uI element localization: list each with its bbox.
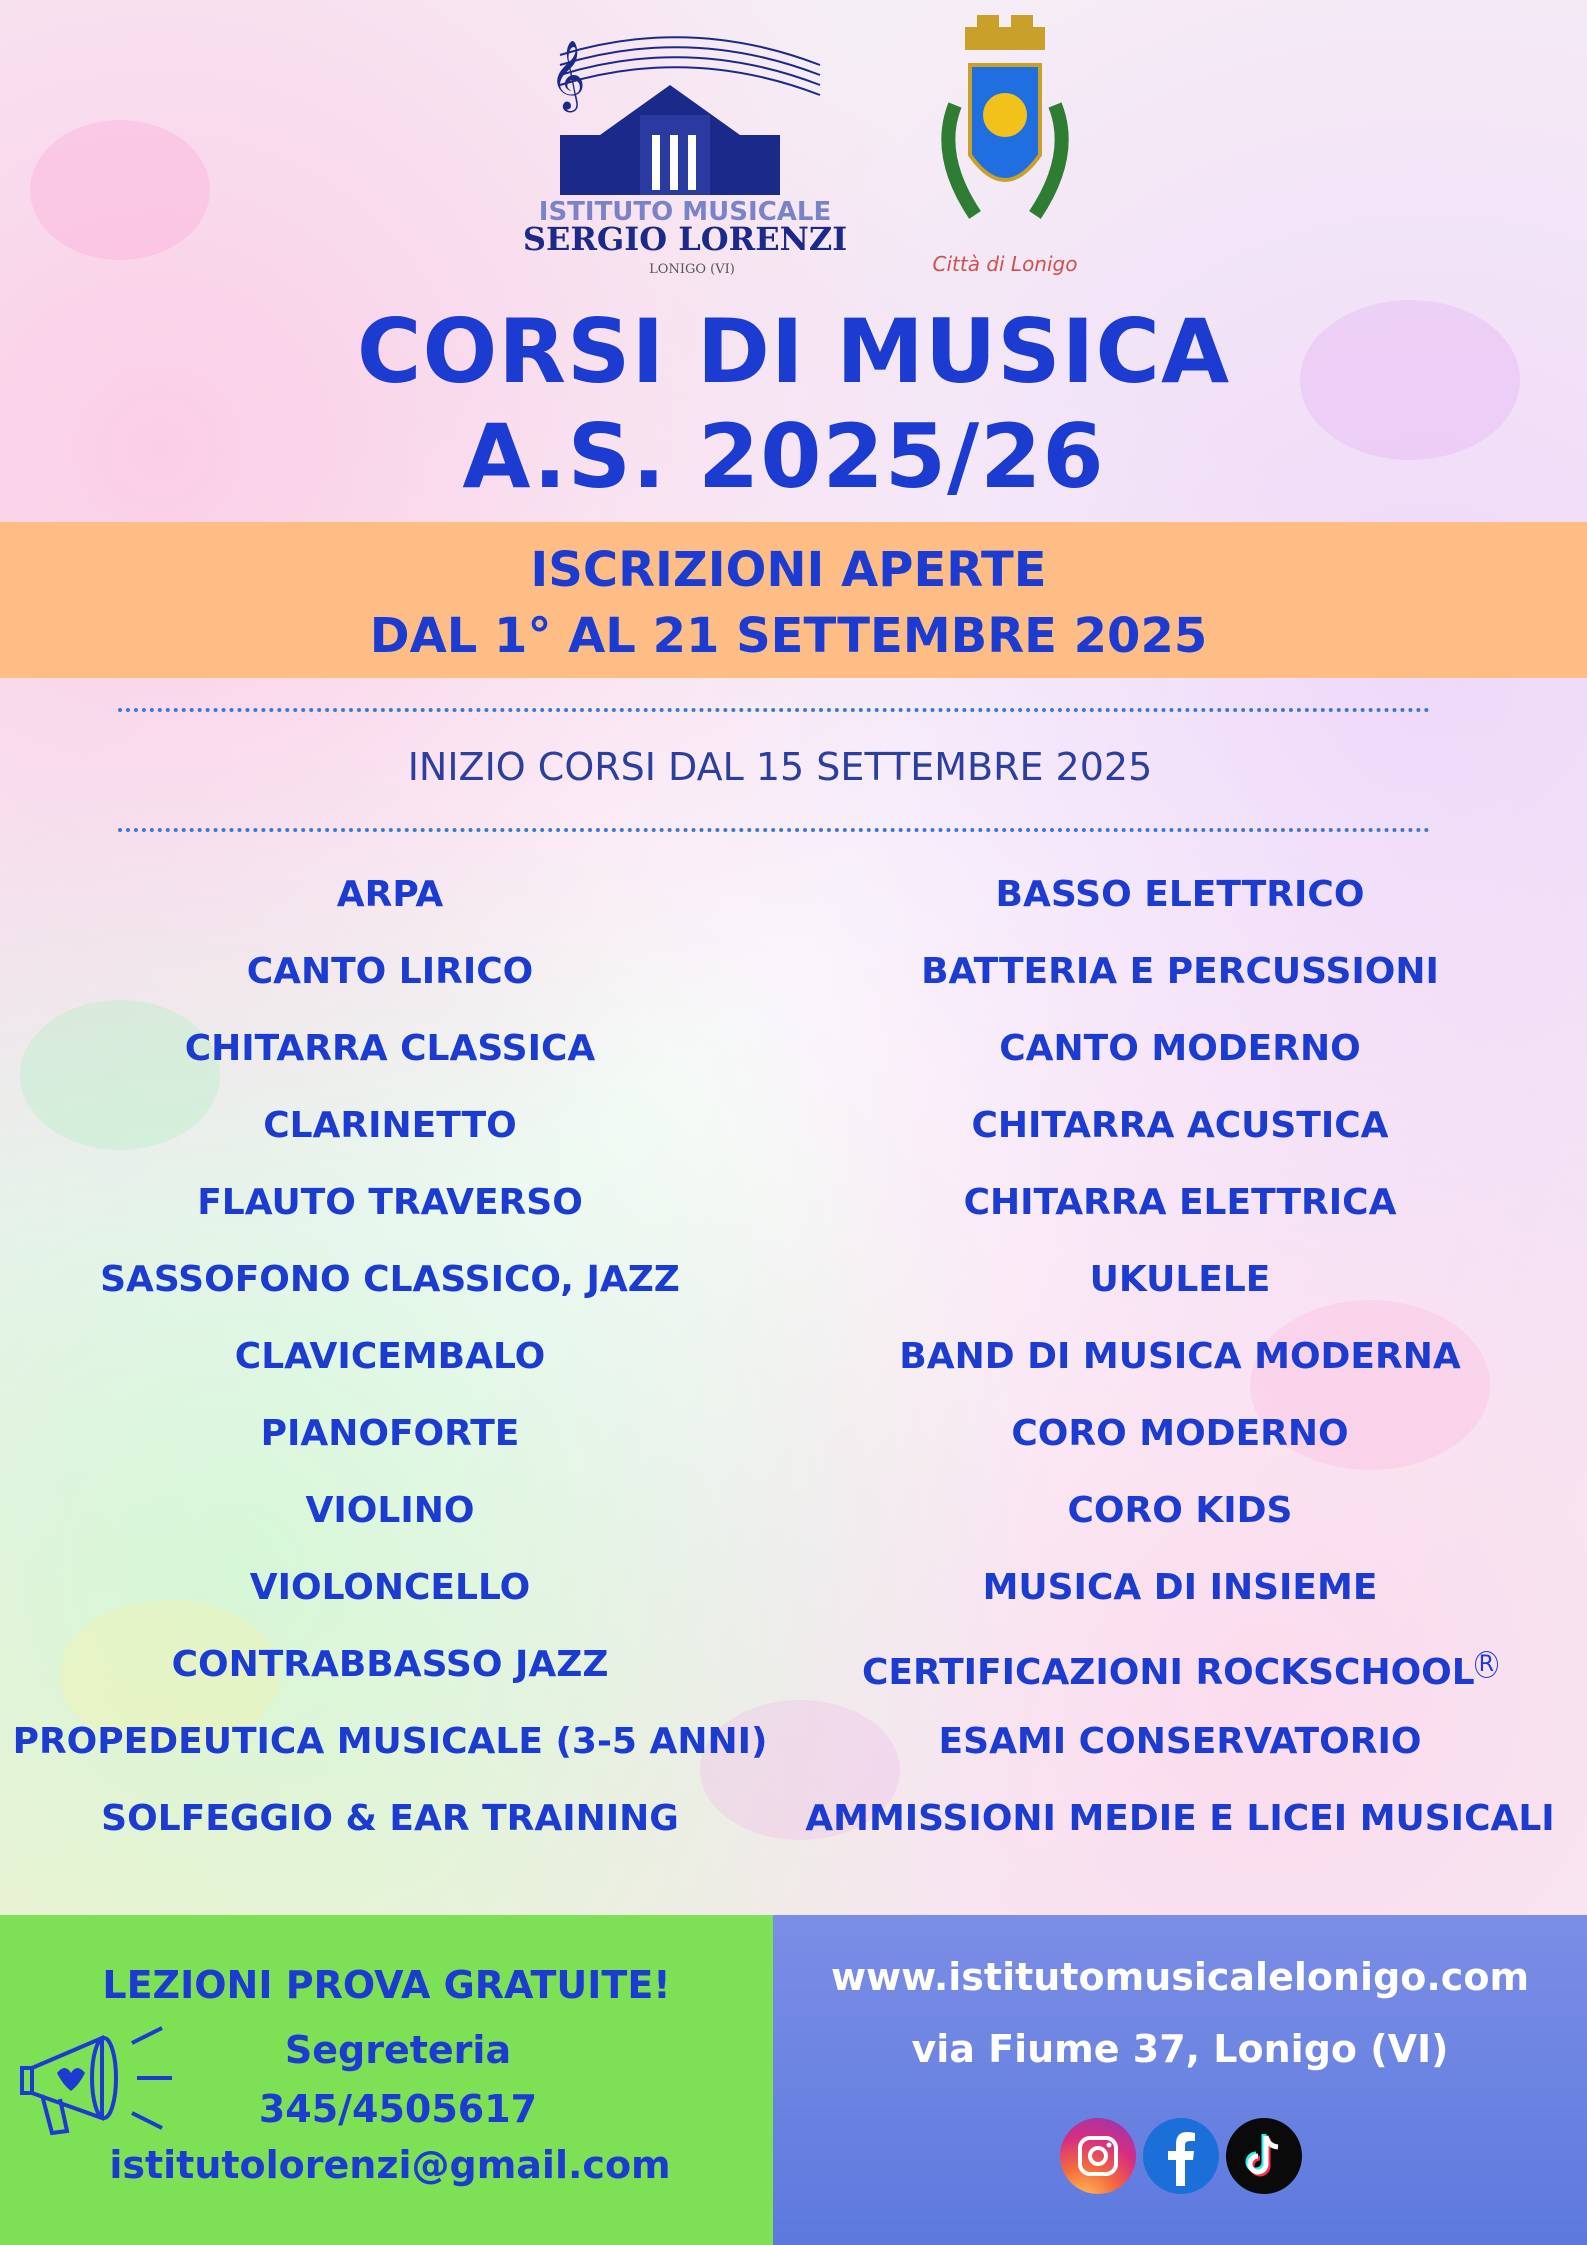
contact-panel [0,1915,773,2245]
divider [118,828,1430,832]
course-item: BASSO ELETTRICO [995,874,1365,915]
secretary-label: Segreteria [284,2028,512,2072]
course-item: CANTO LIRICO [246,951,534,992]
course-item: ARPA [336,874,444,915]
divider [118,708,1430,712]
institute-logo-line1: ISTITUTO MUSICALE [538,197,832,227]
course-item: VIOLONCELLO [249,1567,531,1608]
course-item: CANTO MODERNO [999,1028,1361,1069]
course-item: CHITARRA ELETTRICA [963,1182,1397,1223]
course-item: FLAUTO TRAVERSO [197,1182,583,1223]
courses-start-date: INIZIO CORSI DAL 15 SETTEMBRE 2025 [407,745,1153,789]
phone-number: 345/4505617 [258,2087,538,2131]
page-title-line2: A.S. 2025/26 [462,405,1105,508]
city-logo-caption: Città di Lonigo [932,252,1078,276]
course-item: CORO KIDS [1067,1490,1293,1531]
enrollment-banner-line2: DAL 1° AL 21 SETTEMBRE 2025 [369,608,1208,664]
institute-logo-line2: SERGIO LORENZI [522,220,848,258]
course-item: UKULELE [1089,1259,1271,1300]
course-item: CHITARRA ACUSTICA [971,1105,1389,1146]
course-item: CORO MODERNO [1011,1413,1349,1454]
course-item-label: CERTIFICAZIONI ROCKSCHOOL [861,1652,1475,1693]
course-item: CONTRABBASSO JAZZ [171,1644,609,1685]
course-item: VIOLINO [305,1490,475,1531]
course-item: CLAVICEMBALO [234,1336,546,1377]
registered-trademark-icon: R [1475,1651,1498,1678]
course-item: SOLFEGGIO & EAR TRAINING [101,1798,679,1839]
page-title-line1: CORSI DI MUSICA [356,300,1231,403]
header-logos [0,15,1587,280]
course-item: CHITARRA CLASSICA [184,1028,596,1069]
website-panel [773,1915,1587,2245]
course-item: AMMISSIONI MEDIE E LICEI MUSICALI [805,1798,1555,1839]
enrollment-banner-line1: ISCRIZIONI APERTE [530,542,1047,598]
address-text: via Fiume 37, Lonigo (VI) [911,2027,1449,2071]
course-item: MUSICA DI INSIEME [982,1567,1378,1608]
facebook-icon[interactable] [1143,2118,1219,2194]
svg-text:𝄞: 𝄞 [550,40,586,110]
course-item: SASSOFONO CLASSICO, JAZZ [100,1259,680,1300]
free-lessons-heading: LEZIONI PROVA GRATUITE! [102,1963,671,2007]
course-list-left [0,870,780,1871]
course-item: BATTERIA E PERCUSSIONI [921,951,1439,992]
course-item: CLARINETTO [263,1105,517,1146]
institute-logo-line3: LONIGO (VI) [649,262,735,277]
course-list-right [780,870,1580,1871]
course-item: BAND DI MUSICA MODERNA [899,1336,1461,1377]
website-link[interactable]: www.istitutomusicalelonigo.com [830,1955,1530,1999]
institute-logo [520,15,860,280]
enrollment-banner [0,522,1587,678]
course-item: PROPEDEUTICA MUSICALE (3-5 ANNI) [12,1721,768,1762]
tiktok-icon[interactable] [1226,2118,1302,2194]
instagram-icon[interactable] [1060,2118,1136,2194]
course-item: PIANOFORTE [260,1413,520,1454]
course-item [780,1640,1580,1717]
email-link[interactable]: istitutolorenzi@gmail.com [109,2143,671,2187]
city-crest-logo [915,15,1095,280]
course-item: ESAMI CONSERVATORIO [938,1721,1422,1762]
